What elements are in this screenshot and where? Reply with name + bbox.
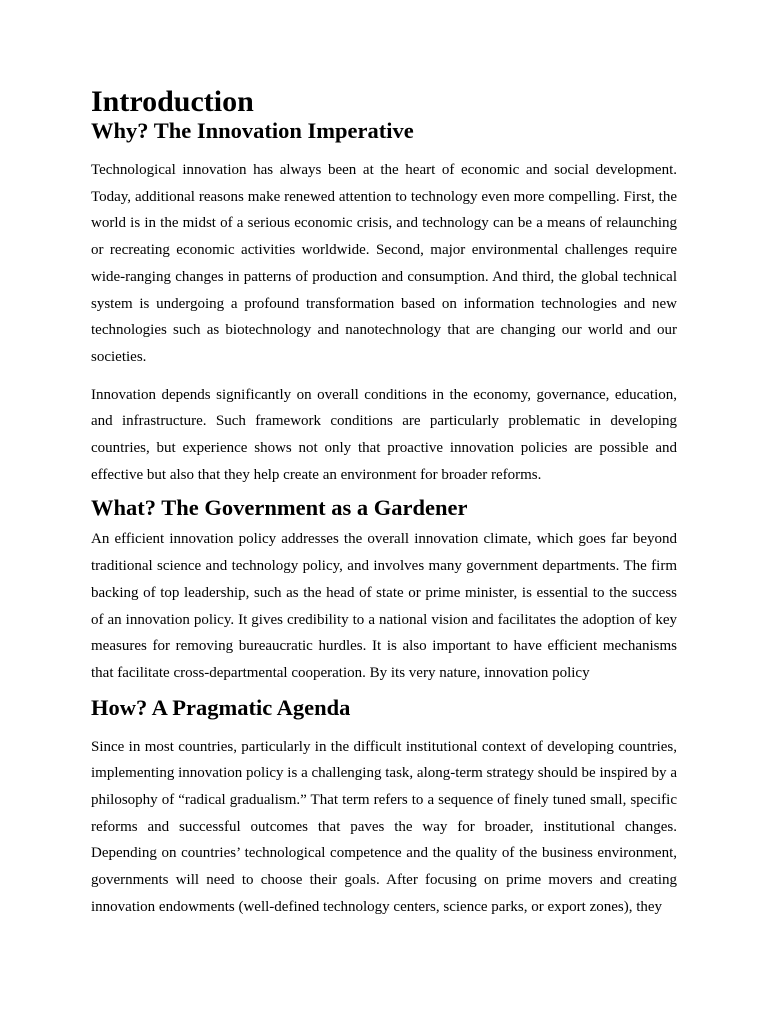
section-heading-how: How? A Pragmatic Agenda <box>91 694 351 720</box>
document-title: Introduction <box>91 85 254 118</box>
section-heading-what: What? The Government as a Gardener <box>91 495 468 521</box>
paragraph-pragmatic-agenda: Since in most countries, particularly in the difficult institutional context of developing countries, implementing innovation policy is a challenging task, along-term strategy should be inspired by a philosophy of “radical gradualism.” That term refers to a sequence of finely tuned small, specific reforms and successful outcomes that paves the way for broader, institutional changes. Depending on countries’ technological competence and the quality of the business environment, governments will need to choose their goals. After focusing on prime movers and creating innovation endowments (well-defined technology centers, science parks, or export zones), they <box>91 738 677 915</box>
document-page <box>91 85 677 921</box>
paragraph-government-gardener: An efficient innovation policy addresses the overall innovation climate, which goes far beyond traditional science and technology policy, and involves many government departments. The firm backing of top leadership, such as the head of state or prime minister, is essential to the success of an innovation policy. It gives credibility to a national vision and facilitates the adoption of key measures for removing bureaucratic hurdles. It is also important to have efficient mechanisms that facilitate cross-departmental cooperation. By its very nature, innovation policy <box>91 531 677 681</box>
section-heading-why: Why? The Innovation Imperative <box>91 118 414 143</box>
paragraph-framework-conditions: Innovation depends significantly on overall conditions in the economy, governance, education, and infrastructure. Such framework conditions are particularly problematic in developing countries, but experience shows not only that proactive innovation policies are possible and effective but also that they help create an environment for broader reforms. <box>91 386 677 483</box>
paragraph-innovation-imperative: Technological innovation has always been at the heart of economic and social development. Today, additional reasons make renewed attention to technology even more compelling. First, the world is in the midst of a serious economic crisis, and technology can be a means of relaunching or recreating economic activities worldwide. Second, major environmental challenges require wide-ranging changes in patterns of production and consumption. And third, the global technical system is undergoing a profound transformation based on information technologies and new technologies such as biotechnology and nanotechnology that are changing our world and our societies. <box>91 162 677 365</box>
